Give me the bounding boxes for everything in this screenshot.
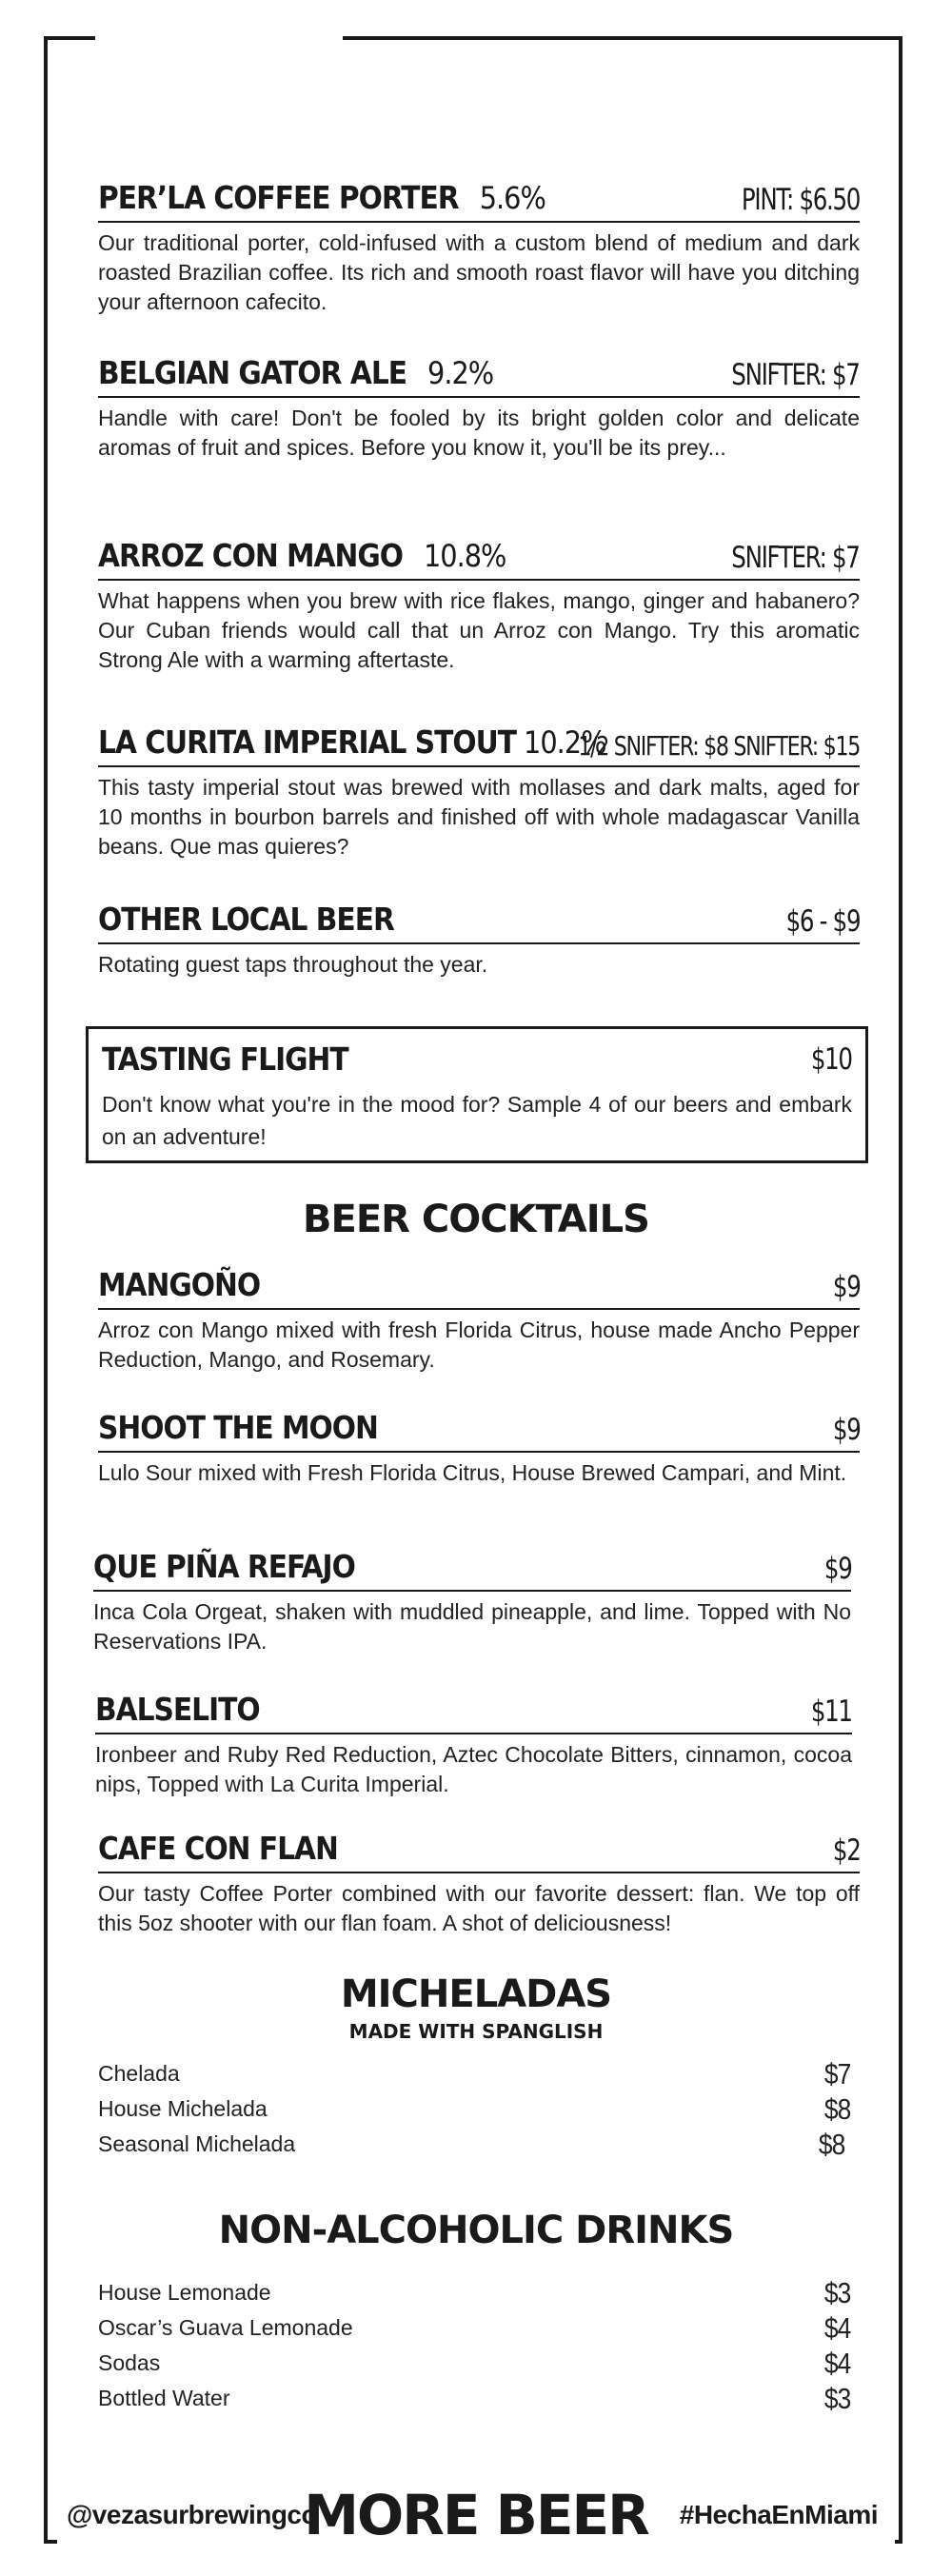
cocktail-item (98, 1266, 860, 1375)
cocktail-name: SHOOT THE MOON (98, 1409, 378, 1446)
beer-item (98, 901, 860, 980)
cocktail-item (98, 1409, 860, 1488)
beer-name: LA CURITA IMPERIAL STOUT (98, 723, 516, 761)
cocktail-name: BALSELITO (95, 1691, 260, 1728)
beer-price: SNIFTER: $7 (731, 358, 860, 392)
beer-item (98, 354, 860, 463)
beer-name: PER’LA COFFEE PORTER (98, 179, 459, 216)
tasting-flight-box (86, 1026, 868, 1163)
beer-header (98, 179, 860, 223)
cocktails-title: BEER COCKTAILS (303, 1198, 649, 1241)
social-handle: @vezasurbrewingco (67, 2500, 318, 2529)
item-name: Bottled Water (98, 2386, 230, 2410)
cocktail-header (98, 1830, 860, 1873)
item-name: House Michelada (98, 2096, 268, 2121)
cocktail-description: Lulo Sour mixed with Fresh Florida Citrus, House Brewed Campari, and Mint. (98, 1460, 847, 1485)
beer-header (98, 723, 860, 767)
beer-abv: 10.2% (524, 724, 606, 761)
list-item (98, 2127, 850, 2162)
cocktail-name: CAFE CON FLAN (98, 1830, 338, 1867)
hashtag: #HechaEnMiami (679, 2500, 878, 2529)
cocktail-price: $9 (832, 1270, 860, 1304)
beer-description: What happens when you brew with rice flakes, mango, ginger and habanero? Our Cuban friends would call that un Arroz con Mango. Try this aromatic Strong Ale with a warming aftertaste. (98, 588, 860, 672)
footer-tagline: MORE BEER (304, 2483, 648, 2547)
beer-description: Rotating guest taps throughout the year. (98, 952, 488, 977)
item-price: $3 (823, 2276, 850, 2309)
cocktail-description: Inca Cola Orgeat, shaken with muddled pineapple, and lime. Topped with No Reservations IPA. (93, 1599, 851, 1654)
beer-item (98, 179, 860, 317)
nonalcoholic-title: NON-ALCOHOLIC DRINKS (218, 2209, 734, 2252)
item-price: $8 (823, 2092, 850, 2126)
cocktail-price: $9 (832, 1413, 860, 1447)
beer-header (98, 354, 860, 398)
nonalcoholic-list (98, 2275, 850, 2416)
item-price: $4 (823, 2311, 850, 2345)
micheladas-subtitle: MADE WITH SPANGLISH (348, 2020, 604, 2043)
list-item (98, 2346, 850, 2381)
cocktail-header (98, 1409, 860, 1453)
flight-price: $10 (811, 1042, 852, 1077)
beer-name: ARROZ CON MANGO (98, 537, 403, 574)
beer-header (98, 901, 860, 944)
cocktail-item (95, 1691, 852, 1799)
beer-price: 1/2 SNIFTER: $8 SNIFTER: $15 (578, 730, 860, 762)
cocktail-price: $2 (832, 1833, 860, 1868)
frame-gap-top (95, 30, 343, 44)
list-item (98, 2091, 850, 2127)
beer-description: Handle with care! Don't be fooled by its bright golden color and delicate aromas of fruit and spices. Before you know it, you'll be its prey... (98, 406, 860, 460)
item-name: House Lemonade (98, 2280, 271, 2305)
item-price: $8 (818, 2128, 844, 2161)
item-price: $7 (823, 2057, 850, 2091)
cocktail-price: $11 (811, 1694, 852, 1729)
cocktail-item (98, 1830, 860, 1938)
list-item (98, 2056, 850, 2091)
beer-price: SNIFTER: $7 (731, 541, 860, 575)
beer-abv: 9.2% (427, 355, 494, 391)
flight-name: TASTING FLIGHT (102, 1040, 348, 1078)
beer-item (98, 537, 860, 675)
cocktail-name: MANGOÑO (98, 1266, 261, 1303)
item-name: Chelada (98, 2061, 180, 2086)
cocktail-header (98, 1266, 860, 1310)
cocktail-price: $9 (823, 1552, 851, 1586)
beer-name: BELGIAN GATOR ALE (98, 354, 407, 391)
micheladas-list (98, 2056, 850, 2162)
cocktail-name: QUE PIÑA REFAJO (93, 1548, 355, 1585)
cocktail-description: Arroz con Mango mixed with fresh Florida Citrus, house made Ancho Pepper Reduction, Mango, and Rosemary. (98, 1318, 860, 1372)
beer-description: Our traditional porter, cold-infused with a custom blend of medium and dark roasted Brazilian coffee. Its rich and smooth roast flavor will have you ditching your afternoon cafecito. (98, 230, 860, 314)
item-name: Sodas (98, 2350, 161, 2375)
item-name: Oscar’s Guava Lemonade (98, 2315, 353, 2340)
cocktail-header (93, 1548, 851, 1592)
list-item (98, 2381, 850, 2416)
cocktail-item (93, 1548, 851, 1656)
footer (0, 2483, 952, 2559)
item-price: $3 (823, 2382, 850, 2415)
beer-price: $6 - $9 (785, 904, 860, 939)
micheladas-title: MICHELADAS (340, 1972, 612, 2016)
cocktail-description: Our tasty Coffee Porter combined with our favorite dessert: flan. We top off this 5oz shooter with our flan foam. A shot of deliciousness! (98, 1881, 860, 1935)
cocktail-description: Ironbeer and Ruby Red Reduction, Aztec Chocolate Bitters, cinnamon, cocoa nips, Topped with La Curita Imperial. (95, 1742, 852, 1796)
item-name: Seasonal Michelada (98, 2131, 296, 2156)
flight-header (102, 1040, 852, 1080)
list-item (98, 2310, 850, 2346)
beer-name: OTHER LOCAL BEER (98, 901, 394, 938)
list-item (98, 2275, 850, 2310)
beer-header (98, 537, 860, 581)
item-price: $4 (823, 2347, 850, 2380)
beer-item (98, 723, 860, 862)
flight-description: Don't know what you're in the mood for? Sample 4 of our beers and embark on an adventure! (102, 1092, 852, 1149)
beer-abv: 10.8% (423, 538, 506, 574)
beer-price: PINT: $6.50 (741, 183, 860, 217)
beer-abv: 5.6% (479, 180, 545, 216)
beer-description: This tasty imperial stout was brewed with mollases and dark malts, aged for 10 months in bourbon barrels and finished off with whole madagascar Vanilla beans. Que mas quieres? (98, 775, 860, 859)
cocktail-header (95, 1691, 852, 1734)
